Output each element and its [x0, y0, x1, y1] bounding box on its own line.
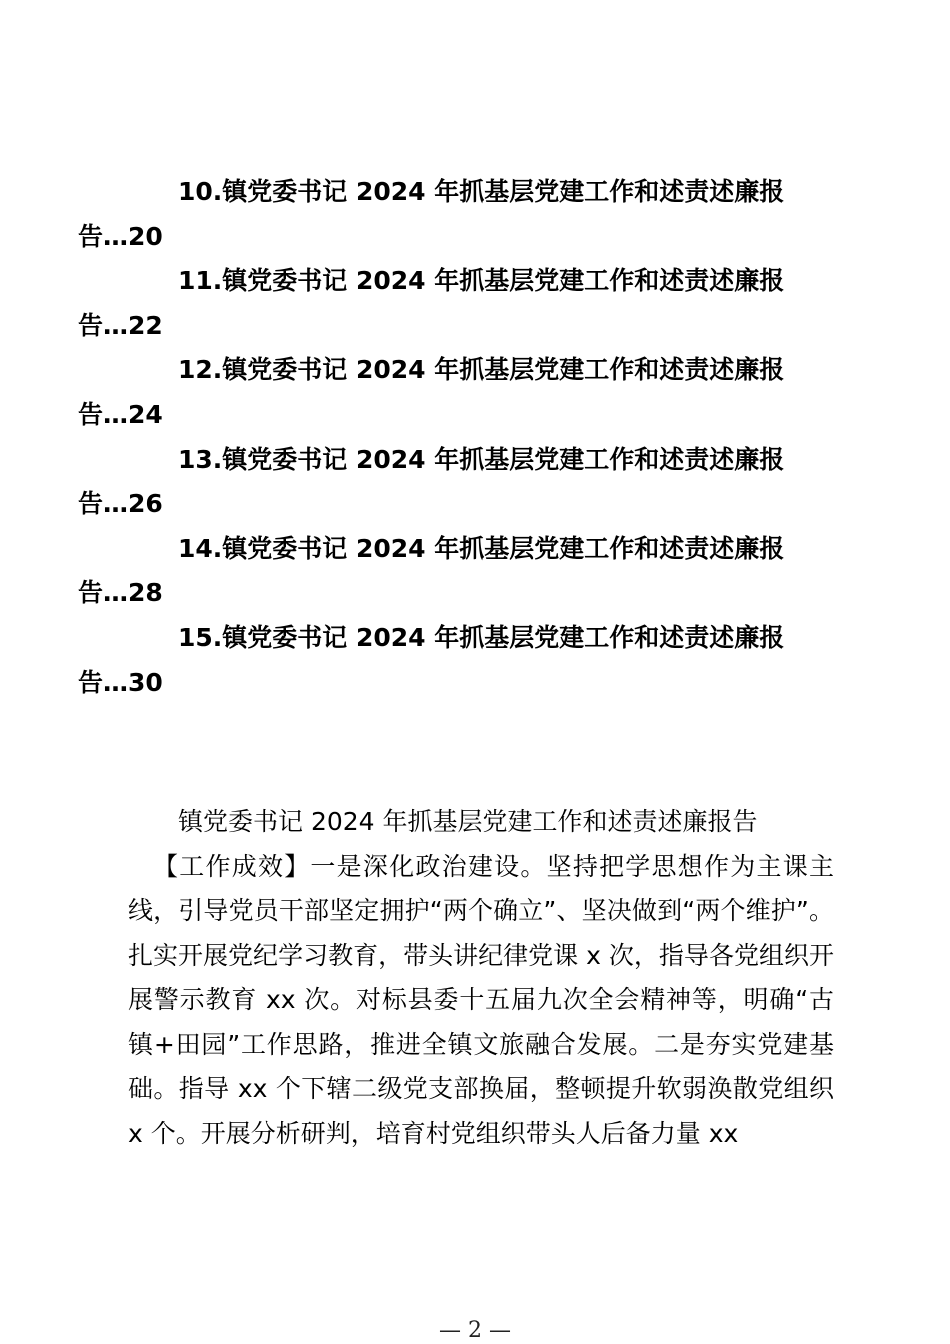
toc-entry[interactable] [78, 616, 828, 705]
toc-entry-page: 告…26 [78, 489, 163, 519]
document-body [128, 800, 834, 1156]
toc-entry-title: 镇党委书记 2024 年抓基层党建工作和述责述廉报 [222, 177, 785, 206]
toc-entry-page: 告…20 [78, 221, 163, 251]
toc-entry-title: 镇党委书记 2024 年抓基层党建工作和述责述廉报 [222, 355, 785, 385]
toc-entry-page: 告…30 [78, 667, 163, 697]
toc-entry-page: 告…24 [78, 399, 163, 429]
toc-entry-number: 14. [178, 533, 223, 563]
toc-entry[interactable] [78, 527, 828, 616]
page-number: — 2 — [439, 1318, 511, 1343]
toc-entry-number: 10. [178, 177, 223, 206]
toc-entry-page: 告…22 [78, 310, 163, 340]
toc-entry-number: 12. [178, 355, 223, 385]
toc-entry-title: 镇党委书记 2024 年抓基层党建工作和述责述廉报 [222, 533, 785, 563]
toc-entry[interactable] [78, 259, 828, 348]
document-title: 镇党委书记 2024 年抓基层党建工作和述责述廉报告 [178, 807, 758, 836]
toc-entry-title: 镇党委书记 2024 年抓基层党建工作和述责述廉报 [222, 266, 785, 296]
body-paragraph: 【工作成效】一是深化政治建设。坚持把学思想作为主课主线，引导党员干部坚定拥护“两个确立”、坚决做到“两个维护”。扎实开展党纪学习教育，带头讲纪律党课 x 次，指导各党组织开展警示教育 xx 次。对标县委十五届九次全会精神等，明确“古镇+田园”工作思路，推进全镇文旅融合发展。二是夯实党建基础。指导 xx 个下辖二级党支部换届，整顿提升软弱涣散党组织 x 个。开展分析研判，培育村党组织带头人后备力量 xx [128, 851, 834, 1148]
toc-entry[interactable] [78, 348, 828, 437]
toc-entry-number: 11. [178, 266, 223, 296]
toc-entry[interactable] [78, 170, 828, 259]
toc-entry-number: 15. [178, 622, 223, 652]
toc-entry-title: 镇党委书记 2024 年抓基层党建工作和述责述廉报 [222, 444, 785, 474]
toc-entry[interactable] [78, 438, 828, 527]
toc-entry-number: 13. [178, 444, 223, 474]
toc-entry-title: 镇党委书记 2024 年抓基层党建工作和述责述廉报 [222, 622, 785, 652]
table-of-contents [78, 170, 828, 705]
toc-entry-page: 告…28 [78, 578, 163, 608]
